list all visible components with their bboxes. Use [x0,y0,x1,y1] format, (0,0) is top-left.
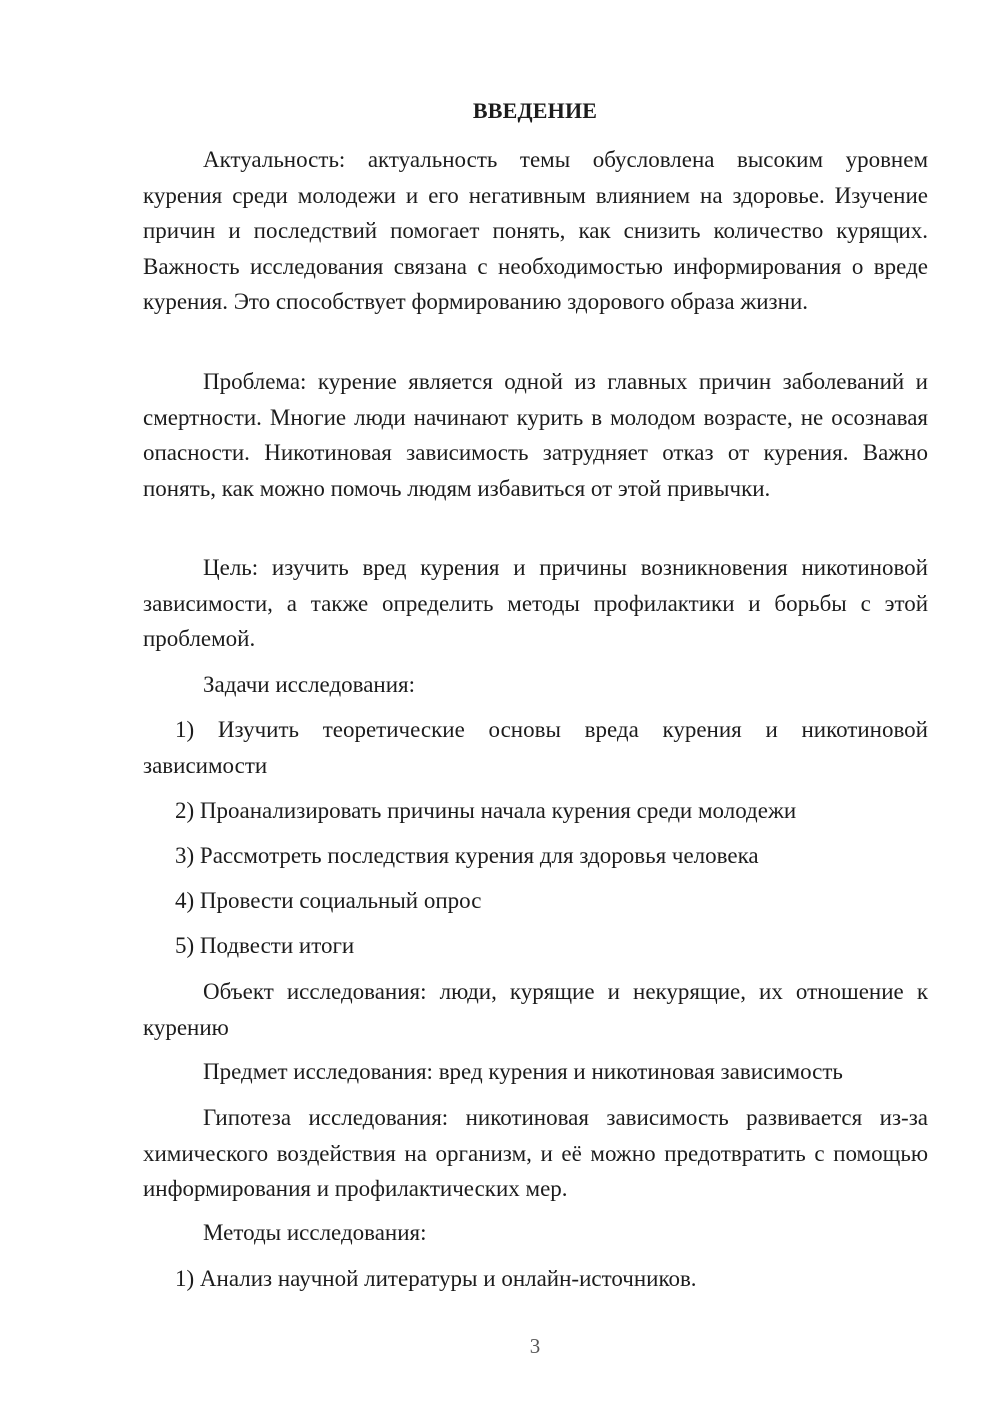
goal-block [143,550,928,657]
hypothesis-paragraph: Гипотеза исследования: никотиновая зависимость развивается из-за химического воздействия на организм, и её можно предотвратить с помощью информирования и профилактических мер. [143,1105,928,1201]
method-item-1-block [143,1261,928,1297]
methods-heading: Методы исследования: [203,1220,427,1245]
object-block [143,974,928,1045]
page-number: 3 [529,1334,541,1358]
relevance-paragraph: Актуальность: актуальность темы обусловлена высоким уровнем курения среди молодежи и его негативным влиянием на здоровье. Изучение причин и последствий помогает понять, как снизить количество курящих. Важность исследования связана с необходимостью информирования о вреде курения. Это способствует формированию здорового образа жизни. [143,147,928,314]
task-item: 2) Проанализировать причины начала курения среди молодежи [175,798,797,823]
problem-block [143,364,928,506]
task-item: 3) Рассмотреть последствия курения для здоровья человека [175,843,759,868]
task-item-5-block [143,928,928,964]
subject-paragraph: Предмет исследования: вред курения и никотиновая зависимость [203,1059,843,1084]
task-item-2-block [143,793,928,829]
methods-heading-block [143,1215,928,1251]
task-item-1-block [143,712,928,783]
method-item: 1) Анализ научной литературы и онлайн-источников. [175,1266,697,1291]
goal-paragraph: Цель: изучить вред курения и причины возникновения никотиновой зависимости, а также определить методы профилактики и борьбы с этой проблемой. [143,555,928,651]
page-title: ВВЕДЕНИЕ [472,98,598,123]
relevance-block [143,142,928,320]
task-item: 1) Изучить теоретические основы вреда курения и никотиновой зависимости [143,717,928,778]
task-item-4-block [143,883,928,919]
task-item-3-block [143,838,928,874]
problem-paragraph: Проблема: курение является одной из главных причин заболеваний и смертности. Многие люди начинают курить в молодом возрасте, не осознавая опасности. Никотиновая зависимость затрудняет отказ от курения. Важно понять, как можно помочь людям избавиться от этой привычки. [143,369,928,501]
task-item: 5) Подвести итоги [175,933,355,958]
object-paragraph: Объект исследования: люди, курящие и некурящие, их отношение к курению [143,979,928,1040]
tasks-heading-block [143,667,928,703]
subject-block [143,1054,928,1090]
task-item: 4) Провести социальный опрос [175,888,482,913]
hypothesis-block [143,1100,928,1207]
tasks-heading: Задачи исследования: [203,672,416,697]
